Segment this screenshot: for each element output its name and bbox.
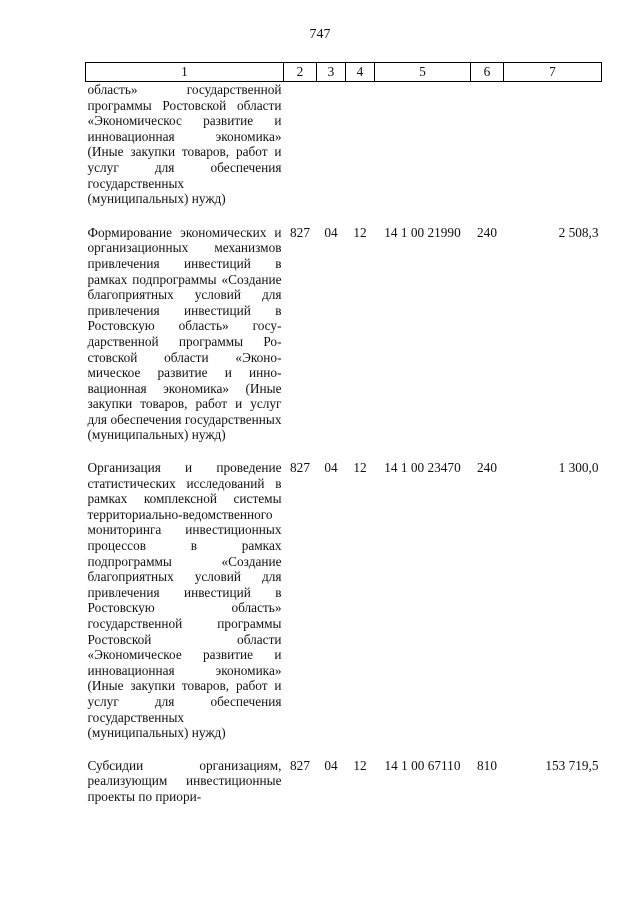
row-description: область» государственной программы Ростовской области «Экономическос развитие и инновационная экономика» (Иные закупки товаров, работ и услуг для обеспечения государственных (муниципальных) нужд) (87, 82, 282, 207)
table-header (86, 63, 602, 82)
row-amount: 1 300,0 (558, 460, 599, 476)
row-target-code: 14 1 00 21990 (384, 224, 461, 240)
row-description: Формирование экономических и организационных механизмов привлечения инвестиций в рамках подпрограммы «Создание благоприятных условий для привлечения инвестиций в Ростовскую область» государственной программы Ростовской области «Экономическое развитие и инновационная экономика» (Иные закупки товаров, работ и услуг для обеспечения государственных (муниципальных) нужд) (87, 224, 282, 443)
row-expense-type: 240 (477, 460, 497, 476)
row-subsection-code: 12 (353, 224, 367, 240)
row-amount: 153 719,5 (545, 757, 599, 773)
header-row (86, 63, 602, 82)
row-subsection-code (346, 82, 375, 225)
table-row (86, 82, 602, 225)
column-header-3: 3 (317, 63, 346, 82)
row-subsection-code: 12 (353, 757, 367, 773)
row-target-code (375, 82, 471, 225)
column-header-1: 1 (86, 63, 284, 82)
row-amount: 2 508,3 (558, 224, 599, 240)
column-header-4: 4 (346, 63, 375, 82)
table-row (86, 225, 602, 460)
row-section-code (317, 82, 346, 225)
row-section-code: 04 (324, 757, 338, 773)
row-expense-type: 240 (477, 224, 497, 240)
row-description: Субсидии организациям, реализующим инвестиционные проекты по приори- (87, 757, 282, 804)
row-target-code: 14 1 00 23470 (384, 460, 461, 476)
row-subsection-code: 12 (353, 460, 367, 476)
row-ministry-code: 827 (290, 757, 310, 773)
row-expense-type (471, 82, 504, 225)
row-ministry-code (284, 82, 317, 225)
column-header-2: 2 (284, 63, 317, 82)
column-header-7: 7 (504, 63, 602, 82)
row-amount (504, 82, 602, 225)
table-row (86, 758, 602, 822)
column-header-5: 5 (375, 63, 471, 82)
row-section-code: 04 (324, 224, 338, 240)
table-row (86, 460, 602, 758)
table-body (86, 82, 602, 822)
row-ministry-code: 827 (290, 224, 310, 240)
column-header-6: 6 (471, 63, 504, 82)
row-expense-type: 810 (477, 757, 497, 773)
row-target-code: 14 1 00 67110 (384, 757, 461, 773)
page-number: 747 (309, 27, 331, 42)
row-description: Организация и проведение статистических исследований в рамках комплексной системы территориально-ведомственного мониторинга инвестиционных процессов в рамках подпрограммы «Создание благоприятных условий для привлечения инвестиций в Ростовскую область» государственной программы Ростовской области «Экономическое развитие и инновационная экономика» (Иные закупки товаров, работ и услуг для обеспечения государственных (муниципальных) нужд) (87, 460, 282, 741)
budget-table (85, 62, 602, 822)
row-section-code: 04 (324, 460, 338, 476)
row-ministry-code: 827 (290, 460, 310, 476)
